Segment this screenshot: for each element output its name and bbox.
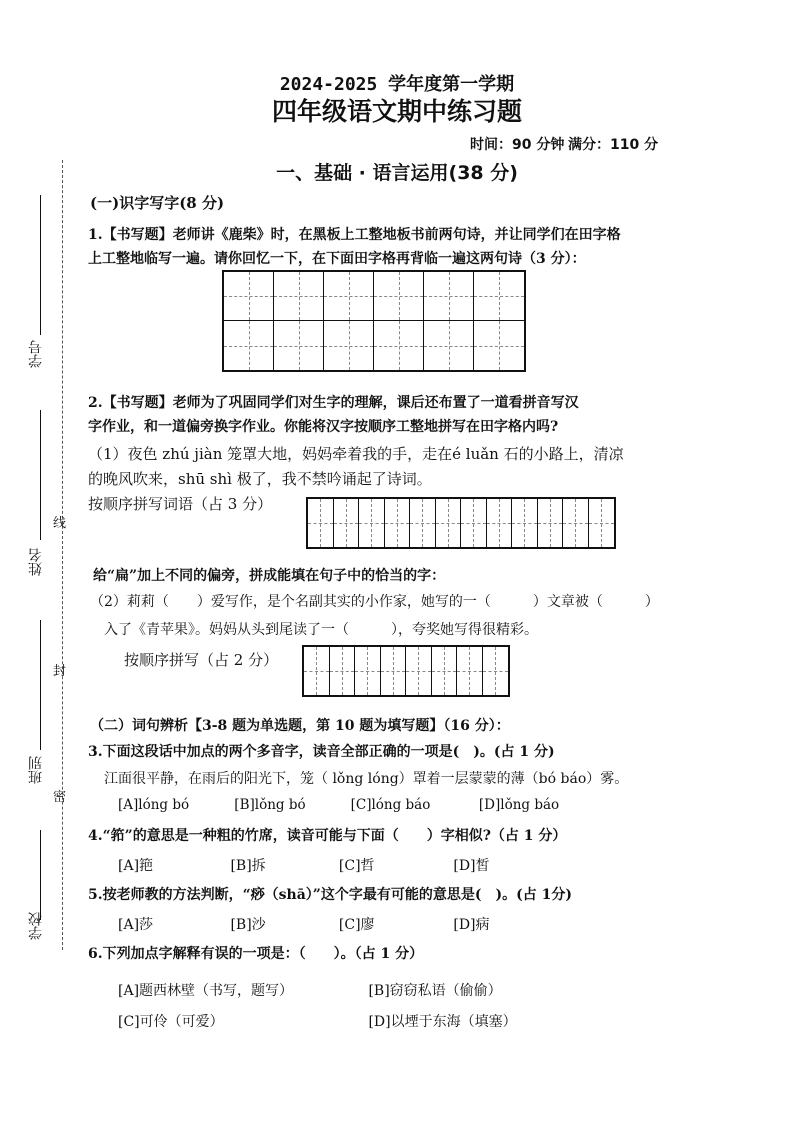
section2-title: （二）词句辨析【3-8 题为单选题，第 10 题为填写题】（16 分）： (90, 718, 510, 734)
grid-cell[interactable] (410, 499, 436, 547)
grid-cell[interactable] (461, 499, 487, 547)
q6-options-row2 (118, 1011, 517, 1031)
q2-part2-line2: 入了《青苹果》。妈妈从头到尾读了一（ ），夸奖她写得很精彩。 (104, 622, 538, 638)
section1-sub1: (一)识字写字(8 分) (90, 194, 225, 212)
q3-options (118, 797, 559, 813)
q4-question: 4.“筘”的意思是一种粗的竹席，读音可能与下面（ ）字相似?（占 1 分） (88, 828, 567, 844)
exam-title: 四年级语文期中练习题 (271, 97, 522, 126)
option-d[interactable]: [D]皙 (453, 858, 490, 874)
option-a[interactable]: [A]lóng bó (118, 797, 190, 813)
option-c[interactable]: [C]可伶（可爱） (118, 1014, 224, 1030)
side-mark-xian: 线 (53, 516, 67, 531)
grid-cell[interactable] (304, 647, 330, 695)
grid-cell[interactable] (512, 499, 538, 547)
grid-cell[interactable] (424, 321, 474, 370)
side-label-xuehao: 学号 (28, 340, 44, 368)
option-b[interactable]: [B]窃窃私语（偷偷） (368, 983, 502, 999)
q3-text: 江面很平静，在雨后的阳光下，笼（ lǒng lóng）罩着一层蒙蒙的薄（bó báo）雾。 (104, 771, 629, 787)
side-mark-mi: 密 (53, 790, 67, 805)
option-c[interactable]: [C]lóng báo (350, 797, 431, 813)
q2-line2: 字作业，和一道偏旁换字作业。你能将汉字按顺序工整地拼写在田字格内吗? (88, 419, 559, 435)
option-c[interactable]: [C]哲 (338, 858, 375, 874)
side-label-xuexiao: 学校 (28, 912, 44, 940)
grid-cell[interactable] (355, 647, 381, 695)
tianzi-grid-q2-part1[interactable] (306, 497, 616, 549)
option-d[interactable]: [D]病 (453, 917, 490, 933)
banji-rule (40, 620, 41, 750)
grid-cell[interactable] (308, 499, 334, 547)
binding-dashed-line (62, 160, 63, 950)
grid-cell[interactable] (334, 499, 360, 547)
option-a[interactable]: [A]题西林壁（书写，题写） (118, 983, 294, 999)
xuexiao-rule (40, 830, 41, 920)
side-mark-feng: 封 (53, 664, 67, 679)
q5-question: 5.按老师教的方法判断，“痧（shā）”这个字最有可能的意思是( )。(占 1分) (88, 887, 572, 903)
q2-part1-line2: 的晚风吹来，shū shì 极了，我不禁吟诵起了诗词。 (88, 470, 432, 488)
q2-part2-label: 按顺序拼写（占 2 分） (124, 651, 279, 669)
grid-cell[interactable] (589, 499, 615, 547)
option-b[interactable]: [B]lǒng bó (234, 797, 306, 813)
option-d[interactable]: [D]以堙于东海（填塞） (368, 1014, 517, 1030)
grid-cell[interactable] (274, 321, 324, 370)
grid-cell[interactable] (424, 272, 474, 321)
grid-cell[interactable] (324, 321, 374, 370)
q2-part2-line1: （2）莉莉（ ）爱写作，是个名副其实的小作家，她写的一（ ）文章被（ ） (90, 594, 659, 610)
grid-cell[interactable] (224, 321, 274, 370)
q1-line1: 1.【书写题】老师讲《鹿柴》时，在黑板上工整地板书前两句诗，并让同学们在田字格 (88, 227, 621, 243)
q2-line1: 2.【书写题】老师为了巩固同学们对生字的理解，课后还布置了一道看拼音写汉 (88, 395, 579, 411)
grid-cell[interactable] (432, 647, 458, 695)
grid-cell[interactable] (483, 647, 509, 695)
option-a[interactable]: [A]筢 (118, 858, 154, 874)
q4-options (118, 855, 490, 875)
q6-options-row1 (118, 980, 502, 1000)
grid-cell[interactable] (406, 647, 432, 695)
grid-cell[interactable] (359, 499, 385, 547)
grid-cell[interactable] (487, 499, 513, 547)
grid-cell[interactable] (474, 272, 524, 321)
q1-line2: 上工整地临写一遍。请你回忆一下，在下面田字格再背临一遍这两句诗（3 分）： (88, 251, 586, 267)
grid-cell[interactable] (330, 647, 356, 695)
side-label-xingming: 姓名 (28, 548, 44, 576)
grid-cell[interactable] (538, 499, 564, 547)
grid-cell[interactable] (563, 499, 589, 547)
q6-question: 6.下列加点字解释有误的一项是：（ ）。（占 1 分） (88, 946, 424, 962)
grid-cell[interactable] (374, 272, 424, 321)
option-a[interactable]: [A]莎 (118, 917, 154, 933)
xingming-rule (40, 410, 41, 540)
grid-cell[interactable] (374, 321, 424, 370)
grid-cell[interactable] (324, 272, 374, 321)
q2-part1-label: 按顺序拼写词语（占 3 分） (88, 495, 273, 513)
grid-cell[interactable] (274, 272, 324, 321)
tianzi-grid-q2-part2[interactable] (302, 645, 510, 697)
side-label-banji: 班别 (28, 756, 44, 784)
exam-score: 满分：110 分 (568, 137, 659, 153)
q5-options (118, 914, 490, 934)
section1-title: 一、基础 · 语言运用(38 分) (276, 162, 518, 184)
option-c[interactable]: [C]廖 (338, 917, 375, 933)
q3-question: 3.下面这段话中加点的两个多音字，读音全部正确的一项是( )。(占 1 分) (88, 744, 555, 760)
exam-time: 时间：90 分钟 (470, 137, 565, 153)
option-b[interactable]: [B]拆 (230, 858, 266, 874)
grid-cell[interactable] (436, 499, 462, 547)
grid-cell[interactable] (224, 272, 274, 321)
grid-cell[interactable] (381, 647, 407, 695)
q2-part1-line1: （1）夜色 zhú jiàn 笼罩大地，妈妈牵着我的手，走在é luǎn 石的小路上，清凉 (88, 445, 624, 463)
option-d[interactable]: [D]lǒng báo (478, 797, 560, 813)
grid-cell[interactable] (457, 647, 483, 695)
q2-part2-intro: 给“扁”加上不同的偏旁，拼成能填在句子中的恰当的字： (93, 568, 446, 584)
xuehao-rule (40, 195, 41, 335)
tianzi-grid-q1[interactable] (222, 270, 526, 372)
option-b[interactable]: [B]沙 (230, 917, 266, 933)
grid-cell[interactable] (474, 321, 524, 370)
grid-cell[interactable] (385, 499, 411, 547)
exam-year: 2024-2025 学年度第一学期 (279, 74, 515, 95)
